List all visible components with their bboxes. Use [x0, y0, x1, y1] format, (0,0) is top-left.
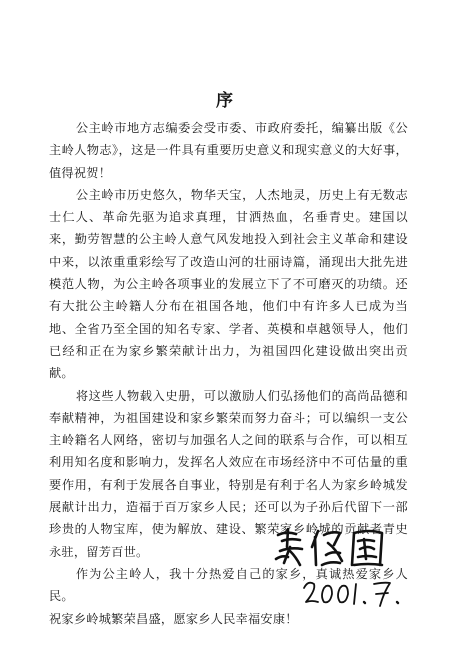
paragraph-4: 作为公主岭人，我十分热爱自己的家乡，真诚热爱家乡人民。 [49, 566, 408, 604]
page-title: 序 [216, 91, 234, 111]
paragraph-5: 祝家乡岭城繁荣昌盛，愿家乡人民幸福安康！ [49, 611, 298, 626]
handwritten-date [300, 572, 415, 612]
paragraph-3: 将这些人物载入史册，可以激励人们弘扬他们的高尚品德和奉献精神，为祖国建设和家乡繁荣而努力奋斗；可以编织一支公主岭籍名人网络，密切与加强名人之间的联系与合作，可以相互利用知名度和影响力，发挥名人效应在市场经济中不可估量的重要作用，有利于发展各自事业，特别是有利于名人为家乡岭城发展献计出力，造福于百万家乡人民；还可以为子孙后代留下一部珍贵的人物宝库，使为解放、建设、繁荣家乡岭城的贡献者青史永驻，留芳百世。 [49, 388, 408, 559]
handwritten-signature [270, 525, 400, 573]
paragraph-1: 公主岭市地方志编委会受市委、市政府委托，编纂出版《公主岭人物志》，这是一件具有重要历史意义和现实意义的大好事，值得祝贺！ [49, 121, 408, 180]
paragraph-2: 公主岭市历史悠久，物华天宝，人杰地灵，历史上有无数志士仁人、革命先驱为追求真理，甘洒热血，名垂青史。建国以来，勤劳智慧的公主岭人意气风发地投入到社会主义革命和建设中来，以浓重重彩绘写了改造山河的壮丽诗篇，涌现出大批先进模范人物，为公主岭各项事业的发展立下了不可磨灭的功绩。还有大批公主岭籍人分布在祖国各地，他们中有许多人已成为当地、全省乃至全国的知名专家、学者、英模和卓越领导人，他们已经和正在为家乡繁荣献计出力，为祖国四化建设做出突出贡献。 [49, 187, 408, 381]
